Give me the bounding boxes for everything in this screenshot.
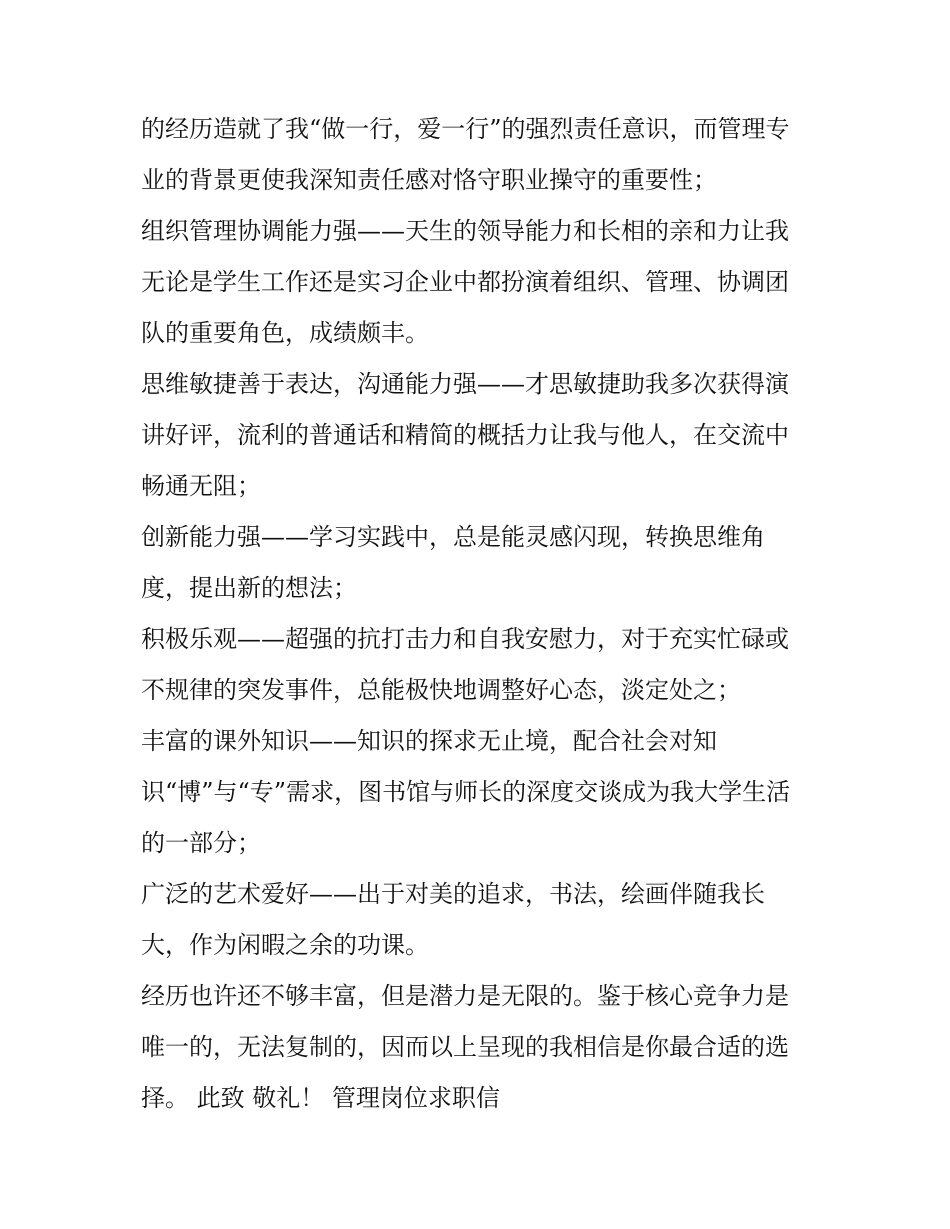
text-line: 识“博”与“专”需求，图书馆与师长的深度交谈成为我大学生活 [141,778,791,806]
text-line: 的一部分； [141,829,261,857]
text-line: 思维敏捷善于表达，沟通能力强——才思敏捷助我多次获得演 [141,370,789,398]
text-line: 丰富的课外知识——知识的探求无止境，配合社会对知 [141,727,717,755]
text-line: 畅通无阻； [141,472,261,500]
text-line: 组织管理协调能力强——天生的领导能力和长相的亲和力让我 [141,217,789,245]
text-line: 广泛的艺术爱好——出于对美的追求，书法，绘画伴随我长 [141,880,765,908]
text-line: 度，提出新的想法； [141,574,357,602]
text-line: 队的重要角色，成绩颇丰。 [141,319,429,347]
text-line: 讲好评，流利的普通话和精简的概括力让我与他人，在交流中 [141,421,789,449]
text-line: 业的背景更使我深知责任感对恪守职业操守的重要性； [141,166,717,194]
text-line: 大，作为闲暇之余的功课。 [141,931,429,959]
text-line: 创新能力强——学习实践中，总是能灵感闪现，转换思维角 [141,523,765,551]
text-line: 经历也许还不够丰富，但是潜力是无限的。鉴于核心竞争力是 [141,982,789,1010]
letter-body [141,104,821,1124]
text-line: 的经历造就了我“做一行，爱一行”的强烈责任意识，而管理专 [141,115,790,143]
text-line: 不规律的突发事件，总能极快地调整好心态，淡定处之； [141,676,741,704]
text-line: 无论是学生工作还是实习企业中都扮演着组织、管理、协调团 [141,268,789,296]
text-line: 唯一的，无法复制的，因而以上呈现的我相信是你最合适的选 [141,1033,789,1061]
text-line: 择。 此致 敬礼！ 管理岗位求职信 [141,1084,500,1112]
text-line: 积极乐观——超强的抗打击力和自我安慰力，对于充实忙碌或 [141,625,789,653]
